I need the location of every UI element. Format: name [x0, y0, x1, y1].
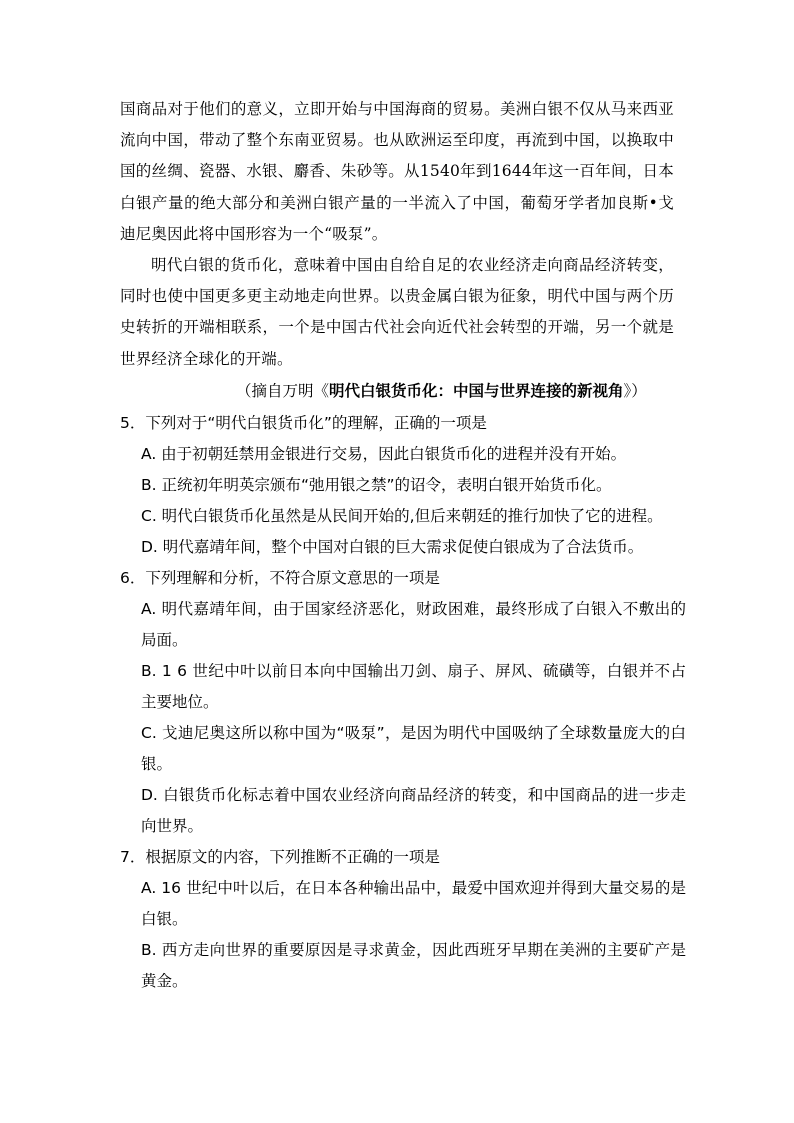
passage-source-citation [236, 376, 686, 407]
option-d: D. 白银货币化标志着中国农业经济向商品经济的转变，和中国商品的进一步走向世界。 [141, 786, 686, 835]
option-b: B. 正统初年明英宗颁布“弛用银之禁”的诏令，表明白银开始货币化。 [141, 476, 612, 494]
source-prefix: （摘自万明《 [236, 382, 330, 400]
option-d: D. 明代嘉靖年间，整个中国对白银的巨大需求促使白银成为了合法货币。 [141, 538, 644, 556]
source-title: 明代白银货币化：中国与世界连接的新视角 [329, 382, 624, 400]
option-c: C. 戈迪尼奥这所以称中国为“吸泵”，是因为明代中国吸纳了全球数量庞大的白银。 [141, 724, 686, 773]
question-5 [120, 408, 686, 563]
question-list [120, 408, 686, 997]
question-7 [120, 842, 686, 997]
option-b: B. 西方走向世界的重要原因是寻求黄金，因此西班牙早期在美洲的主要矿产是黄金。 [141, 941, 686, 990]
question-stem: 5．下列对于“明代白银货币化”的理解，正确的一项是 [120, 414, 487, 432]
question-stem: 7．根据原文的内容，下列推断不正确的一项是 [120, 848, 440, 866]
passage-paragraph-2: 明代白银的货币化，意味着中国由自给自足的农业经济走向商品经济转变，同时也使中国更多更主动地走向世界。以贵金属白银为征象，明代中国与两个历史转折的开端相联系，一个是中国古代社会向近代社会转型的开端，另一个就是世界经济全球化的开端。 [120, 256, 674, 368]
reading-passage [120, 94, 674, 375]
option-b: B. 1 6 世纪中叶以前日本向中国输出刀剑、扇子、屏风、硫磺等，白银并不占主要地位。 [141, 662, 686, 711]
option-a: A. 明代嘉靖年间，由于国家经济恶化，财政困难，最终形成了白银入不敷出的局面。 [141, 600, 686, 649]
source-suffix: 》） [623, 382, 647, 400]
option-c: C. 明代白银货币化虽然是从民间开始的,但后来朝廷的推行加快了它的进程。 [141, 507, 663, 525]
question-6 [120, 563, 686, 842]
question-stem: 6．下列理解和分析，不符合原文意思的一项是 [120, 569, 440, 587]
option-a: A. 16 世纪中叶以后，在日本各种输出品中，最爱中国欢迎并得到大量交易的是白银。 [141, 879, 686, 928]
passage-paragraph-1: 国商品对于他们的意义，立即开始与中国海商的贸易。美洲白银不仅从马来西亚流向中国，带动了整个东南亚贸易。也从欧洲运至印度，再流到中国，以换取中国的丝绸、瓷器、水银、麝香、朱砂等。从1540年到1644年这一百年间，日本白银产量的绝大部分和美洲白银产量的一半流入了中国，葡萄牙学者加良斯•戈迪尼奥因此将中国形容为一个“吸泵”。 [120, 100, 674, 243]
option-a: A. 由于初朝廷禁用金银进行交易，因此白银货币化的进程并没有开始。 [141, 445, 627, 463]
